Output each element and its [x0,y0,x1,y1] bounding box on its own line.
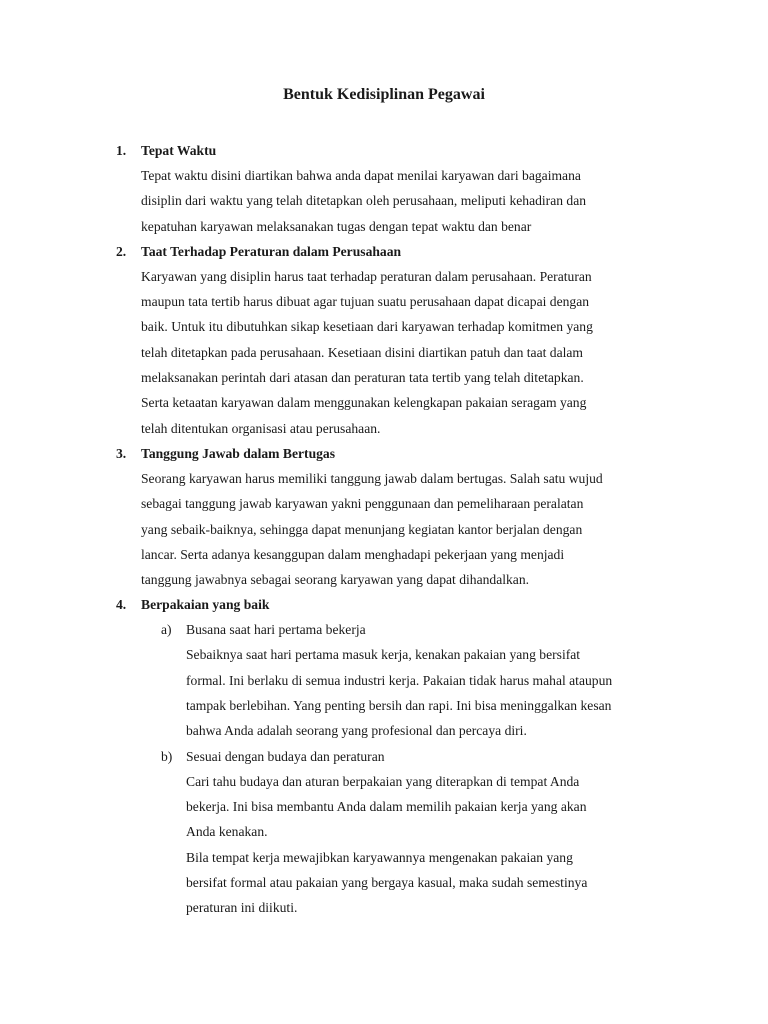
text-line: Serta ketaatan karyawan dalam menggunakan kelengkapan pakaian seragam yang [141,395,587,411]
list-heading-text: Berpakaian yang baik [141,597,270,613]
text-line: melaksanakan perintah dari atasan dan peraturan tata tertib yang telah ditetapkan. [141,370,584,386]
text-line: yang sebaik-baiknya, sehingga dapat menunjang kegiatan kantor berjalan dengan [141,521,583,537]
text-line: maupun tata tertib harus dibuat agar tujuan suatu perusahaan dapat dicapai dengan [141,294,590,310]
sub-item-label: a) [161,622,172,638]
list-heading-text: Taat Terhadap Peraturan dalam Perusahaan [141,243,402,259]
list-item-2 [112,239,672,441]
list-item-heading [112,441,672,466]
paragraph [141,163,672,239]
text-line: sebagai tanggung jawab karyawan yakni penggunaan dan pemeliharaan peralatan [141,496,584,512]
text-line: baik. Untuk itu dibutuhkan sikap kesetiaan dari karyawan terhadap komitmen yang [141,319,593,335]
text-line: disiplin dari waktu yang telah ditetapkan oleh perusahaan, meliputi kehadiran dan [141,193,587,209]
sub-item-label: b) [161,748,173,764]
paragraph [186,642,672,743]
paragraph [141,264,672,441]
text-line: Sebaiknya saat hari pertama masuk kerja, kenakan pakaian yang bersifat [186,647,581,663]
list-item-heading [112,239,672,264]
sub-item-heading-text: Busana saat hari pertama bekerja [186,622,366,638]
text-line: formal. Ini berlaku di semua industri kerja. Pakaian tidak harus mahal ataupun [186,672,613,688]
list-item-4 [112,592,672,920]
sub-item-heading [112,744,672,769]
text-line: tanggung jawabnya sebagai seorang karyawan yang dapat dihandalkan. [141,572,530,588]
text-line: bahwa Anda adalah seorang yang profesional dan percaya diri. [186,723,527,739]
sub-item-a [112,617,672,743]
text-line: kepatuhan karyawan melaksanakan tugas dengan tepat waktu dan benar [141,218,532,234]
text-line: Seorang karyawan harus memiliki tanggung jawab dalam bertugas. Salah satu wujud [141,470,603,486]
text-line: bekerja. Ini bisa membantu Anda dalam memilih pakaian kerja yang akan [186,798,587,814]
text-line: tampak berlebihan. Yang penting bersih dan rapi. Ini bisa meninggalkan kesan [186,698,612,714]
list-heading-text: Tanggung Jawab dalam Bertugas [141,445,336,461]
list-item-heading [112,138,672,163]
list-item-1 [112,138,672,239]
list-heading-text: Tepat Waktu [141,143,217,158]
paragraph [141,466,672,592]
list-number: 1. [116,143,127,158]
list-number: 2. [116,243,127,259]
text-line: Anda kenakan. [186,824,268,840]
list-item-heading [112,592,672,617]
text-line: bersifat formal atau pakaian yang bergaya kasual, maka sudah semestinya [186,874,588,890]
text-line: telah ditentukan organisasi atau perusahaan. [141,420,381,436]
text-line: lancar. Serta adanya kesanggupan dalam menghadapi pekerjaan yang menjadi [141,546,565,562]
list-number: 4. [116,597,127,613]
sub-item-heading-text: Sesuai dengan budaya dan peraturan [186,748,385,764]
text-line: Tepat waktu disini diartikan bahwa anda dapat menilai karyawan dari bagaimana [141,168,581,183]
text-line: telah ditetapkan pada perusahaan. Kesetiaan disini diartikan patuh dan taat dalam [141,344,584,360]
document-body [112,138,672,920]
text-line: Bila tempat kerja mewajibkan karyawannya mengenakan pakaian yang [186,849,573,865]
sub-item-heading [112,617,672,642]
text-line: Karyawan yang disiplin harus taat terhadap peraturan dalam perusahaan. Peraturan [141,268,592,284]
text-line: Cari tahu budaya dan aturan berpakaian yang diterapkan di tempat Anda [186,773,580,789]
list-number: 3. [116,445,127,461]
page-title: Bentuk Kedisiplinan Pegawai [283,86,485,103]
sub-item-b [112,744,672,921]
paragraph [186,769,672,921]
text-line: peraturan ini diikuti. [186,900,298,916]
list-item-3 [112,441,672,592]
